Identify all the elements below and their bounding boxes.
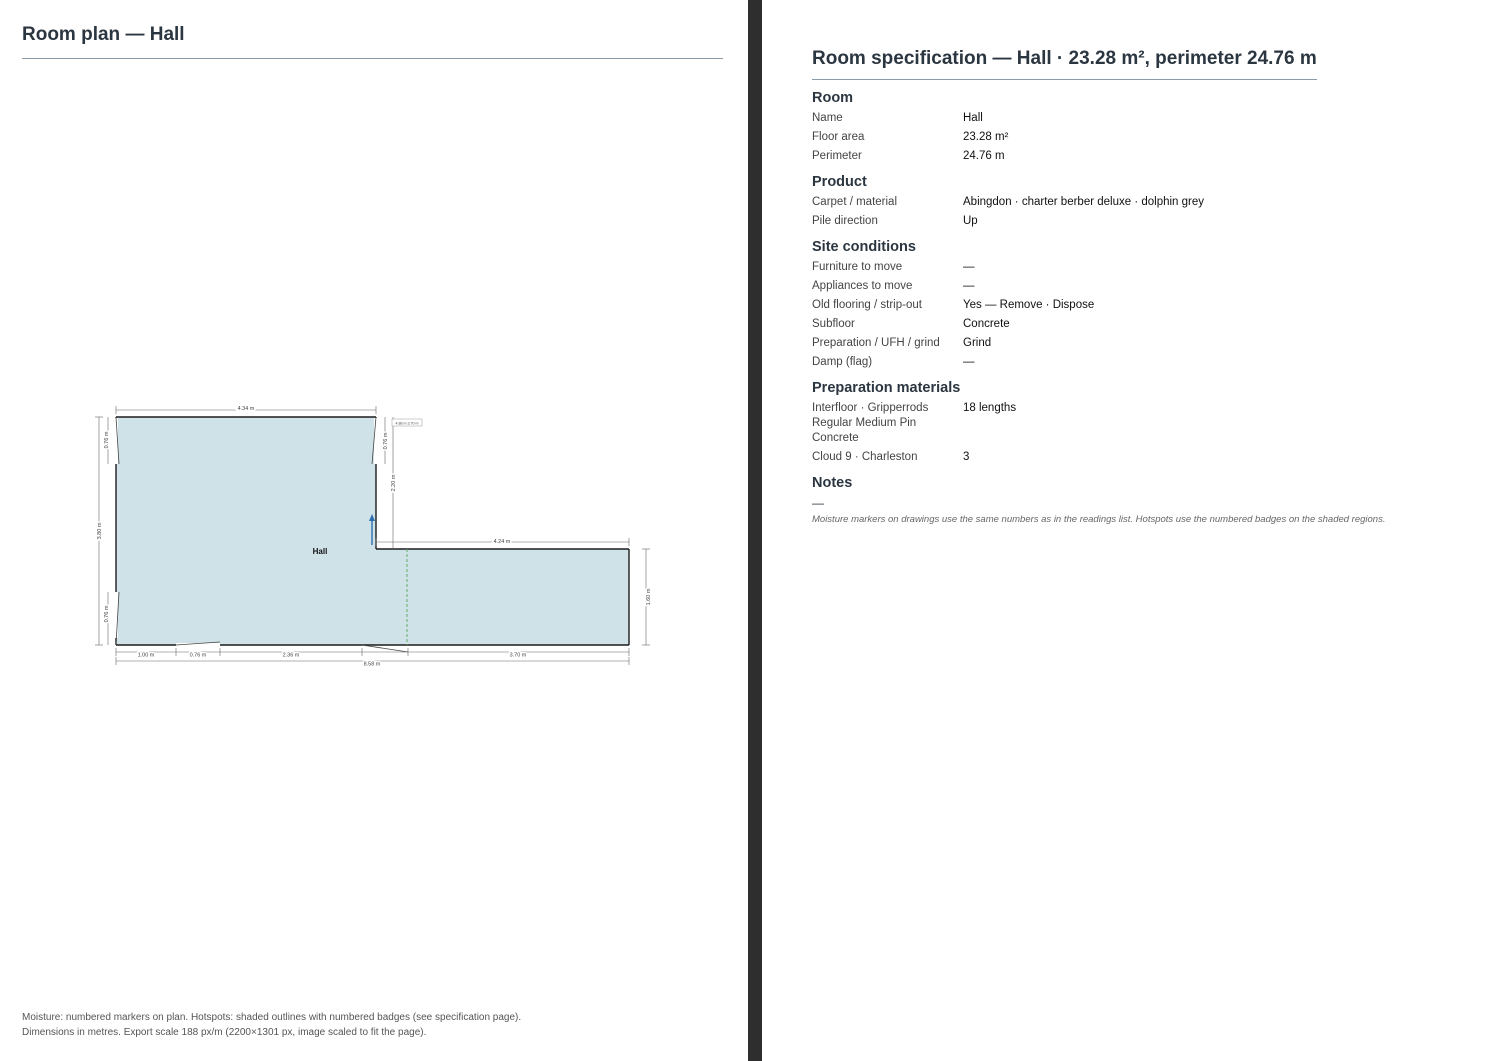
dim-step-width: 4.24 m bbox=[493, 539, 511, 545]
spec-value: Grind bbox=[963, 337, 992, 349]
spec-row bbox=[812, 260, 1472, 275]
dim-inner-vertical: 2.20 m bbox=[391, 474, 397, 492]
dim-left-height: 3.80 m bbox=[97, 522, 103, 540]
plan-title: Room plan — Hall bbox=[22, 24, 185, 45]
dim-top-right-small: 4.88 m 3.70 m bbox=[395, 421, 419, 426]
spec-label: Floor area bbox=[812, 131, 865, 143]
door-gap-inner bbox=[374, 418, 378, 464]
product-heading: Product bbox=[812, 174, 867, 190]
preparation-materials-heading: Preparation materials bbox=[812, 380, 961, 396]
spec-label: Pile direction bbox=[812, 215, 878, 227]
page-divider bbox=[748, 0, 762, 1061]
spec-row bbox=[812, 130, 1472, 145]
spec-value: Abingdon · charter berber deluxe · dolphin grey bbox=[963, 196, 1205, 208]
dim-left-upper-door: 0.76 m bbox=[104, 431, 110, 449]
bottom-tick-a bbox=[362, 645, 408, 652]
dim-bottom-seg4: 3.70 m bbox=[509, 652, 527, 659]
spec-value: Up bbox=[963, 215, 978, 227]
spec-value: 24.76 m bbox=[963, 150, 1005, 162]
spec-label: Carpet / material bbox=[812, 196, 898, 208]
room-label: Hall bbox=[312, 547, 328, 556]
spec-label: Perimeter bbox=[812, 150, 862, 162]
spec-row bbox=[812, 298, 1472, 313]
spec-row bbox=[812, 279, 1472, 294]
spec-row bbox=[812, 336, 1472, 351]
spec-value: Hall bbox=[963, 112, 983, 124]
spec-value: 18 lengths bbox=[963, 402, 1017, 414]
dim-inner-upper-door: 0.76 m bbox=[383, 432, 389, 450]
plan-footer-line1: Moisture: numbered markers on plan. Hotspots: shaded outlines with numbered badges (see specification page). bbox=[22, 1012, 522, 1023]
plan-footer-line2: Dimensions in metres. Export scale 188 px/m (2200×1301 px, image scaled to fit the page). bbox=[22, 1027, 427, 1038]
spec-row bbox=[812, 111, 1472, 126]
spec-row bbox=[812, 450, 1472, 465]
spec-label: Interfloor · Gripperrods Regular Medium Pin Concrete bbox=[812, 402, 929, 444]
legend-note: Moisture markers on drawings use the same numbers as in the readings list. Hotspots use the numbered badges on the shaded regions. bbox=[812, 514, 1386, 525]
spec-label: Appliances to move bbox=[812, 280, 913, 292]
spec-value: — bbox=[963, 261, 975, 273]
spec-row bbox=[812, 149, 1472, 164]
dim-left-lower-door: 0.76 m bbox=[104, 605, 110, 623]
preparation-materials-section bbox=[812, 380, 1472, 465]
notes-value: — bbox=[812, 496, 824, 510]
floor-plan-drawing bbox=[0, 0, 748, 1000]
spec-label: Furniture to move bbox=[812, 261, 903, 273]
spec-value: — bbox=[963, 356, 975, 368]
room-section bbox=[812, 90, 1472, 164]
spec-label: Damp (flag) bbox=[812, 356, 873, 368]
spec-row bbox=[812, 214, 1472, 229]
spec-label: Old flooring / strip-out bbox=[812, 299, 922, 311]
dim-bottom-seg1: 1.00 m bbox=[137, 652, 155, 659]
dim-bottom-total: 8.58 m bbox=[363, 661, 381, 668]
dim-top-width: 4.34 m bbox=[237, 406, 255, 412]
spec-title: Room specification — Hall · 23.28 m², perimeter 24.76 m bbox=[812, 48, 1317, 80]
room-heading: Room bbox=[812, 90, 854, 106]
dim-bottom-seg3: 2.36 m bbox=[282, 652, 300, 659]
spec-label: Name bbox=[812, 112, 843, 124]
spec-row bbox=[812, 355, 1472, 370]
spec-row bbox=[812, 317, 1472, 332]
spec-row bbox=[812, 401, 1472, 446]
notes-heading: Notes bbox=[812, 475, 853, 491]
dim-right-height: 1.60 m bbox=[646, 588, 652, 606]
spec-value: — bbox=[963, 280, 975, 292]
site-conditions-heading: Site conditions bbox=[812, 239, 916, 255]
plan-footer bbox=[22, 1010, 521, 1040]
plan-page bbox=[0, 0, 748, 1061]
spec-label: Subfloor bbox=[812, 318, 855, 330]
spec-label: Preparation / UFH / grind bbox=[812, 337, 940, 349]
room-specification bbox=[812, 48, 1472, 525]
spec-label: Cloud 9 · Charleston bbox=[812, 451, 918, 463]
site-conditions-section bbox=[812, 239, 1472, 370]
spec-row bbox=[812, 195, 1472, 210]
spec-value: 3 bbox=[963, 451, 970, 463]
spec-value: 23.28 m² bbox=[963, 131, 1009, 143]
product-section bbox=[812, 174, 1472, 229]
spec-value: Yes — Remove · Dispose bbox=[963, 299, 1095, 311]
dim-bottom-seg2: 0.76 m bbox=[189, 652, 207, 659]
spec-value: Concrete bbox=[963, 318, 1010, 330]
notes-section bbox=[812, 475, 1472, 525]
